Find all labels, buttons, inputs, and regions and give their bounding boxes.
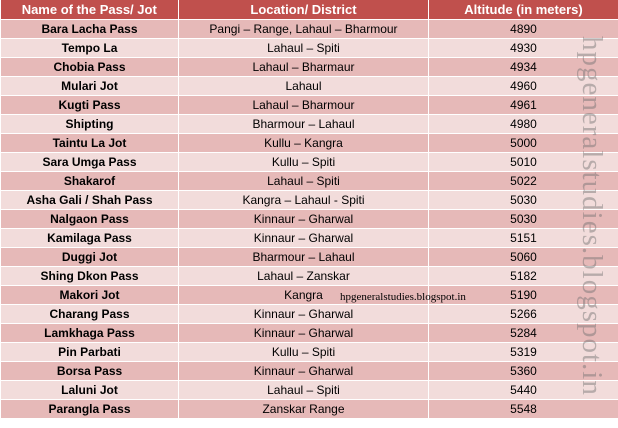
cell-location: Kullu – Kangra bbox=[179, 134, 429, 153]
cell-location: Kinnaur – Gharwal bbox=[179, 362, 429, 381]
table-row bbox=[1, 58, 618, 77]
cell-location: Lahaul – Spiti bbox=[179, 172, 429, 191]
table-row bbox=[1, 115, 618, 134]
cell-name: Taintu La Jot bbox=[1, 134, 179, 153]
table-row bbox=[1, 343, 618, 362]
cell-name: Pin Parbati bbox=[1, 343, 179, 362]
cell-name: Kamilaga Pass bbox=[1, 229, 179, 248]
cell-name: Shipting bbox=[1, 115, 179, 134]
cell-altitude: 5060 bbox=[429, 248, 618, 267]
table-row bbox=[1, 20, 618, 39]
table-row bbox=[1, 305, 618, 324]
cell-location: Lahaul – Spiti bbox=[179, 39, 429, 58]
table-header-row bbox=[1, 0, 618, 20]
cell-altitude: 5284 bbox=[429, 324, 618, 343]
cell-altitude: 5182 bbox=[429, 267, 618, 286]
cell-name: Mulari Jot bbox=[1, 77, 179, 96]
cell-location: Bharmour – Lahaul bbox=[179, 248, 429, 267]
table-row bbox=[1, 286, 618, 305]
cell-altitude: 5022 bbox=[429, 172, 618, 191]
cell-location: Lahaul – Spiti bbox=[179, 381, 429, 400]
cell-name: Parangla Pass bbox=[1, 400, 179, 419]
table-body bbox=[1, 20, 618, 419]
cell-altitude: 5319 bbox=[429, 343, 618, 362]
cell-altitude: 5266 bbox=[429, 305, 618, 324]
cell-location: Kinnaur – Gharwal bbox=[179, 324, 429, 343]
table-row bbox=[1, 324, 618, 343]
watermark-inline: hpgeneralstudies.blogspot.in bbox=[340, 291, 466, 303]
table-row bbox=[1, 381, 618, 400]
watermark-vertical: hpgeneralstudies.blogspot.in bbox=[576, 36, 608, 396]
cell-altitude: 5548 bbox=[429, 400, 618, 419]
cell-name: Tempo La bbox=[1, 39, 179, 58]
cell-name: Makori Jot bbox=[1, 286, 179, 305]
cell-location: Bharmour – Lahaul bbox=[179, 115, 429, 134]
cell-name: Shing Dkon Pass bbox=[1, 267, 179, 286]
cell-altitude: 5190 bbox=[429, 286, 618, 305]
table-row bbox=[1, 134, 618, 153]
cell-altitude: 4960 bbox=[429, 77, 618, 96]
table-row bbox=[1, 362, 618, 381]
cell-location: Kangra bbox=[179, 286, 429, 305]
cell-altitude: 4890 bbox=[429, 20, 618, 39]
cell-name: Sara Umga Pass bbox=[1, 153, 179, 172]
cell-location: Lahaul – Bharmaur bbox=[179, 58, 429, 77]
table-row bbox=[1, 77, 618, 96]
column-header-location: Location/ District bbox=[179, 0, 429, 20]
table-row bbox=[1, 400, 618, 419]
cell-altitude: 5360 bbox=[429, 362, 618, 381]
cell-altitude: 4961 bbox=[429, 96, 618, 115]
cell-altitude: 5010 bbox=[429, 153, 618, 172]
cell-location: Kinnaur – Gharwal bbox=[179, 210, 429, 229]
cell-location: Lahaul – Bharmour bbox=[179, 96, 429, 115]
cell-altitude: 5030 bbox=[429, 210, 618, 229]
cell-altitude: 4934 bbox=[429, 58, 618, 77]
table-row bbox=[1, 191, 618, 210]
cell-altitude: 5030 bbox=[429, 191, 618, 210]
cell-altitude: 4980 bbox=[429, 115, 618, 134]
cell-altitude: 5000 bbox=[429, 134, 618, 153]
cell-name: Laluni Jot bbox=[1, 381, 179, 400]
cell-location: Kinnaur – Gharwal bbox=[179, 305, 429, 324]
table-row bbox=[1, 153, 618, 172]
cell-name: Duggi Jot bbox=[1, 248, 179, 267]
cell-altitude: 5151 bbox=[429, 229, 618, 248]
cell-name: Shakarof bbox=[1, 172, 179, 191]
cell-location: Zanskar Range bbox=[179, 400, 429, 419]
table-row bbox=[1, 267, 618, 286]
table-row bbox=[1, 248, 618, 267]
column-header-name: Name of the Pass/ Jot bbox=[1, 0, 179, 20]
cell-name: Chobia Pass bbox=[1, 58, 179, 77]
cell-name: Charang Pass bbox=[1, 305, 179, 324]
cell-name: Bara Lacha Pass bbox=[1, 20, 179, 39]
cell-location: Kullu – Spiti bbox=[179, 153, 429, 172]
cell-altitude: 4930 bbox=[429, 39, 618, 58]
cell-location: Kullu – Spiti bbox=[179, 343, 429, 362]
cell-name: Borsa Pass bbox=[1, 362, 179, 381]
cell-name: Lamkhaga Pass bbox=[1, 324, 179, 343]
cell-location: Lahaul – Zanskar bbox=[179, 267, 429, 286]
cell-location: Kangra – Lahaul - Spiti bbox=[179, 191, 429, 210]
table-row bbox=[1, 229, 618, 248]
column-header-altitude: Altitude (in meters) bbox=[429, 0, 618, 20]
cell-location: Kinnaur – Gharwal bbox=[179, 229, 429, 248]
cell-name: Nalgaon Pass bbox=[1, 210, 179, 229]
cell-altitude: 5440 bbox=[429, 381, 618, 400]
cell-location: Pangi – Range, Lahaul – Bharmour bbox=[179, 20, 429, 39]
table-row bbox=[1, 39, 618, 58]
cell-location: Lahaul bbox=[179, 77, 429, 96]
table-row bbox=[1, 96, 618, 115]
cell-name: Asha Gali / Shah Pass bbox=[1, 191, 179, 210]
table-row bbox=[1, 172, 618, 191]
cell-name: Kugti Pass bbox=[1, 96, 179, 115]
table-row bbox=[1, 210, 618, 229]
